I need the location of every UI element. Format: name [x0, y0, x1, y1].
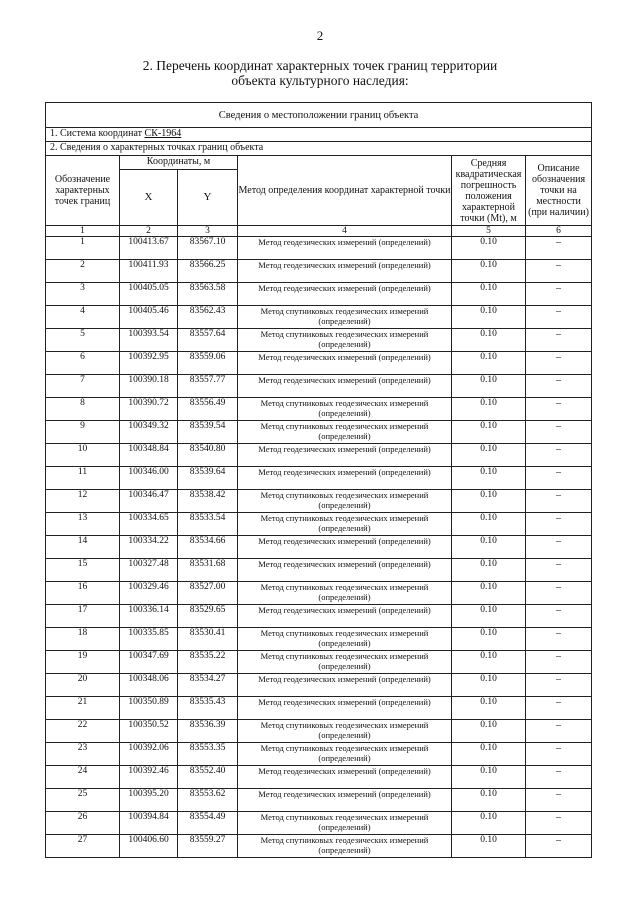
table-row [46, 812, 592, 835]
header-y: Y [178, 170, 238, 226]
x-value: 100346.47 [120, 490, 178, 513]
column-number-row [46, 226, 592, 237]
error-value: 0.10 [452, 260, 526, 283]
point-number: 27 [46, 835, 120, 858]
y-value: 83534.66 [178, 536, 238, 559]
header-coordinates: Координаты, м [120, 156, 238, 170]
description-value: – [526, 628, 592, 651]
x-value: 100349.32 [120, 421, 178, 444]
error-value: 0.10 [452, 605, 526, 628]
description-value: – [526, 697, 592, 720]
error-value: 0.10 [452, 835, 526, 858]
description-value: – [526, 467, 592, 490]
point-number: 15 [46, 559, 120, 582]
point-number: 6 [46, 352, 120, 375]
header-method: Метод определения координат характерной точки [238, 156, 452, 226]
point-number: 16 [46, 582, 120, 605]
coordinate-system-row [46, 128, 592, 142]
y-value: 83530.41 [178, 628, 238, 651]
coordinate-system-value: СК-1964 [144, 128, 182, 139]
y-value: 83553.35 [178, 743, 238, 766]
point-number: 20 [46, 674, 120, 697]
method-value: Метод геодезических измерений (определений) [238, 237, 452, 260]
table-row [46, 490, 592, 513]
column-number: 6 [526, 226, 592, 237]
table-row [46, 260, 592, 283]
table-row [46, 398, 592, 421]
y-value: 83554.49 [178, 812, 238, 835]
description-value: – [526, 766, 592, 789]
description-value: – [526, 513, 592, 536]
table-row [46, 536, 592, 559]
x-value: 100347.69 [120, 651, 178, 674]
y-value: 83566.25 [178, 260, 238, 283]
page-number: 2 [316, 28, 324, 43]
method-value: Метод геодезических измерений (определений) [238, 536, 452, 559]
table-row [46, 697, 592, 720]
y-value: 83552.40 [178, 766, 238, 789]
error-value: 0.10 [452, 421, 526, 444]
error-value: 0.10 [452, 582, 526, 605]
x-value: 100392.46 [120, 766, 178, 789]
x-value: 100392.06 [120, 743, 178, 766]
method-value: Метод геодезических измерений (определений) [238, 766, 452, 789]
x-value: 100406.60 [120, 835, 178, 858]
page-title [0, 58, 640, 88]
point-number: 4 [46, 306, 120, 329]
method-value: Метод спутниковых геодезических измерений (определений) [238, 490, 452, 513]
header-description: Описание обозначения точки на местности (при наличии) [526, 156, 592, 226]
x-value: 100348.84 [120, 444, 178, 467]
table-row [46, 628, 592, 651]
y-value: 83557.77 [178, 375, 238, 398]
description-value: – [526, 306, 592, 329]
point-number: 24 [46, 766, 120, 789]
description-value: – [526, 536, 592, 559]
error-value: 0.10 [452, 789, 526, 812]
x-value: 100413.67 [120, 237, 178, 260]
y-value: 83553.62 [178, 789, 238, 812]
description-value: – [526, 352, 592, 375]
x-value: 100327.48 [120, 559, 178, 582]
y-value: 83531.68 [178, 559, 238, 582]
y-value: 83538.42 [178, 490, 238, 513]
description-value: – [526, 329, 592, 352]
point-number: 8 [46, 398, 120, 421]
y-value: 83535.22 [178, 651, 238, 674]
table-row [46, 467, 592, 490]
coordinate-system-label: 1. Система координат [50, 128, 145, 139]
error-value: 0.10 [452, 720, 526, 743]
x-value: 100392.95 [120, 352, 178, 375]
x-value: 100390.72 [120, 398, 178, 421]
description-value: – [526, 237, 592, 260]
y-value: 83535.43 [178, 697, 238, 720]
method-value: Метод спутниковых геодезических измерений (определений) [238, 513, 452, 536]
y-value: 83534.27 [178, 674, 238, 697]
table-row [46, 559, 592, 582]
method-value: Метод геодезических измерений (определений) [238, 467, 452, 490]
x-value: 100411.93 [120, 260, 178, 283]
column-number: 3 [178, 226, 238, 237]
table-row [46, 513, 592, 536]
point-number: 18 [46, 628, 120, 651]
method-value: Метод спутниковых геодезических измерений (определений) [238, 628, 452, 651]
x-value: 100334.22 [120, 536, 178, 559]
method-value: Метод геодезических измерений (определений) [238, 697, 452, 720]
y-value: 83527.00 [178, 582, 238, 605]
method-value: Метод спутниковых геодезических измерений (определений) [238, 812, 452, 835]
method-value: Метод спутниковых геодезических измерений (определений) [238, 651, 452, 674]
method-value: Метод спутниковых геодезических измерений (определений) [238, 720, 452, 743]
error-value: 0.10 [452, 513, 526, 536]
table-caption: Сведения о местоположении границ объекта [46, 103, 592, 128]
description-value: – [526, 651, 592, 674]
error-value: 0.10 [452, 812, 526, 835]
point-number: 2 [46, 260, 120, 283]
method-value: Метод спутниковых геодезических измерений (определений) [238, 306, 452, 329]
error-value: 0.10 [452, 444, 526, 467]
error-value: 0.10 [452, 743, 526, 766]
description-value: – [526, 375, 592, 398]
table-row [46, 605, 592, 628]
description-value: – [526, 421, 592, 444]
x-value: 100394.84 [120, 812, 178, 835]
error-value: 0.10 [452, 467, 526, 490]
title-line-2: объекта культурного наследия: [231, 73, 409, 88]
table-row [46, 582, 592, 605]
y-value: 83559.27 [178, 835, 238, 858]
point-number: 10 [46, 444, 120, 467]
method-value: Метод геодезических измерений (определений) [238, 559, 452, 582]
point-number: 13 [46, 513, 120, 536]
method-value: Метод геодезических измерений (определений) [238, 444, 452, 467]
column-number: 2 [120, 226, 178, 237]
method-value: Метод геодезических измерений (определений) [238, 674, 452, 697]
y-value: 83567.10 [178, 237, 238, 260]
point-number: 9 [46, 421, 120, 444]
error-value: 0.10 [452, 237, 526, 260]
table-row [46, 651, 592, 674]
table-row [46, 352, 592, 375]
error-value: 0.10 [452, 628, 526, 651]
method-value: Метод спутниковых геодезических измерений (определений) [238, 835, 452, 858]
point-number: 22 [46, 720, 120, 743]
column-number: 1 [46, 226, 120, 237]
error-value: 0.10 [452, 697, 526, 720]
point-number: 3 [46, 283, 120, 306]
error-value: 0.10 [452, 375, 526, 398]
header-error: Средняя квадратическая погрешность положения характерной точки (Mt), м [452, 156, 526, 226]
point-number: 25 [46, 789, 120, 812]
x-value: 100348.06 [120, 674, 178, 697]
error-value: 0.10 [452, 283, 526, 306]
description-value: – [526, 674, 592, 697]
y-value: 83556.49 [178, 398, 238, 421]
point-number: 11 [46, 467, 120, 490]
y-value: 83563.58 [178, 283, 238, 306]
method-value: Метод геодезических измерений (определений) [238, 789, 452, 812]
y-value: 83557.64 [178, 329, 238, 352]
title-line-1: 2. Перечень координат характерных точек границ территории [142, 58, 498, 73]
method-value: Метод спутниковых геодезических измерений (определений) [238, 398, 452, 421]
table-row [46, 421, 592, 444]
y-value: 83562.43 [178, 306, 238, 329]
description-value: – [526, 260, 592, 283]
x-value: 100393.54 [120, 329, 178, 352]
point-number: 19 [46, 651, 120, 674]
point-number: 14 [46, 536, 120, 559]
method-value: Метод геодезических измерений (определений) [238, 260, 452, 283]
method-value: Метод геодезических измерений (определений) [238, 283, 452, 306]
column-number: 5 [452, 226, 526, 237]
method-value: Метод спутниковых геодезических измерений (определений) [238, 421, 452, 444]
y-value: 83539.64 [178, 467, 238, 490]
y-value: 83529.65 [178, 605, 238, 628]
table-row [46, 306, 592, 329]
coordinates-table [45, 102, 592, 858]
x-value: 100350.52 [120, 720, 178, 743]
description-value: – [526, 720, 592, 743]
x-value: 100405.05 [120, 283, 178, 306]
method-value: Метод геодезических измерений (определений) [238, 352, 452, 375]
error-value: 0.10 [452, 352, 526, 375]
header-designation: Обозначение характерных точек границ [46, 156, 120, 226]
table-body [46, 237, 592, 858]
table-row [46, 375, 592, 398]
method-value: Метод геодезических измерений (определений) [238, 605, 452, 628]
table-row [46, 789, 592, 812]
description-value: – [526, 398, 592, 421]
x-value: 100336.14 [120, 605, 178, 628]
y-value: 83539.54 [178, 421, 238, 444]
header-x: X [120, 170, 178, 226]
error-value: 0.10 [452, 490, 526, 513]
error-value: 0.10 [452, 329, 526, 352]
description-value: – [526, 582, 592, 605]
y-value: 83559.06 [178, 352, 238, 375]
table-row [46, 766, 592, 789]
point-number: 21 [46, 697, 120, 720]
description-value: – [526, 743, 592, 766]
x-value: 100395.20 [120, 789, 178, 812]
y-value: 83540.80 [178, 444, 238, 467]
x-value: 100346.00 [120, 467, 178, 490]
error-value: 0.10 [452, 651, 526, 674]
error-value: 0.10 [452, 559, 526, 582]
description-value: – [526, 559, 592, 582]
description-value: – [526, 605, 592, 628]
error-value: 0.10 [452, 306, 526, 329]
description-value: – [526, 444, 592, 467]
description-value: – [526, 812, 592, 835]
x-value: 100405.46 [120, 306, 178, 329]
table-row [46, 835, 592, 858]
table-row [46, 743, 592, 766]
method-value: Метод спутниковых геодезических измерений (определений) [238, 743, 452, 766]
table-row [46, 283, 592, 306]
x-value: 100335.85 [120, 628, 178, 651]
point-number: 26 [46, 812, 120, 835]
x-value: 100329.46 [120, 582, 178, 605]
point-number: 5 [46, 329, 120, 352]
table-row [46, 720, 592, 743]
point-number: 7 [46, 375, 120, 398]
x-value: 100350.89 [120, 697, 178, 720]
error-value: 0.10 [452, 398, 526, 421]
point-number: 1 [46, 237, 120, 260]
description-value: – [526, 490, 592, 513]
point-number: 17 [46, 605, 120, 628]
table-row [46, 329, 592, 352]
table-row [46, 237, 592, 260]
method-value: Метод спутниковых геодезических измерений (определений) [238, 329, 452, 352]
column-number: 4 [238, 226, 452, 237]
description-value: – [526, 283, 592, 306]
error-value: 0.10 [452, 766, 526, 789]
y-value: 83533.54 [178, 513, 238, 536]
y-value: 83536.39 [178, 720, 238, 743]
point-number: 23 [46, 743, 120, 766]
error-value: 0.10 [452, 536, 526, 559]
table-row [46, 444, 592, 467]
method-value: Метод спутниковых геодезических измерений (определений) [238, 582, 452, 605]
method-value: Метод геодезических измерений (определений) [238, 375, 452, 398]
x-value: 100334.65 [120, 513, 178, 536]
table-row [46, 674, 592, 697]
point-number: 12 [46, 490, 120, 513]
points-info-row: 2. Сведения о характерных точках границ объекта [46, 142, 592, 156]
description-value: – [526, 789, 592, 812]
description-value: – [526, 835, 592, 858]
error-value: 0.10 [452, 674, 526, 697]
x-value: 100390.18 [120, 375, 178, 398]
